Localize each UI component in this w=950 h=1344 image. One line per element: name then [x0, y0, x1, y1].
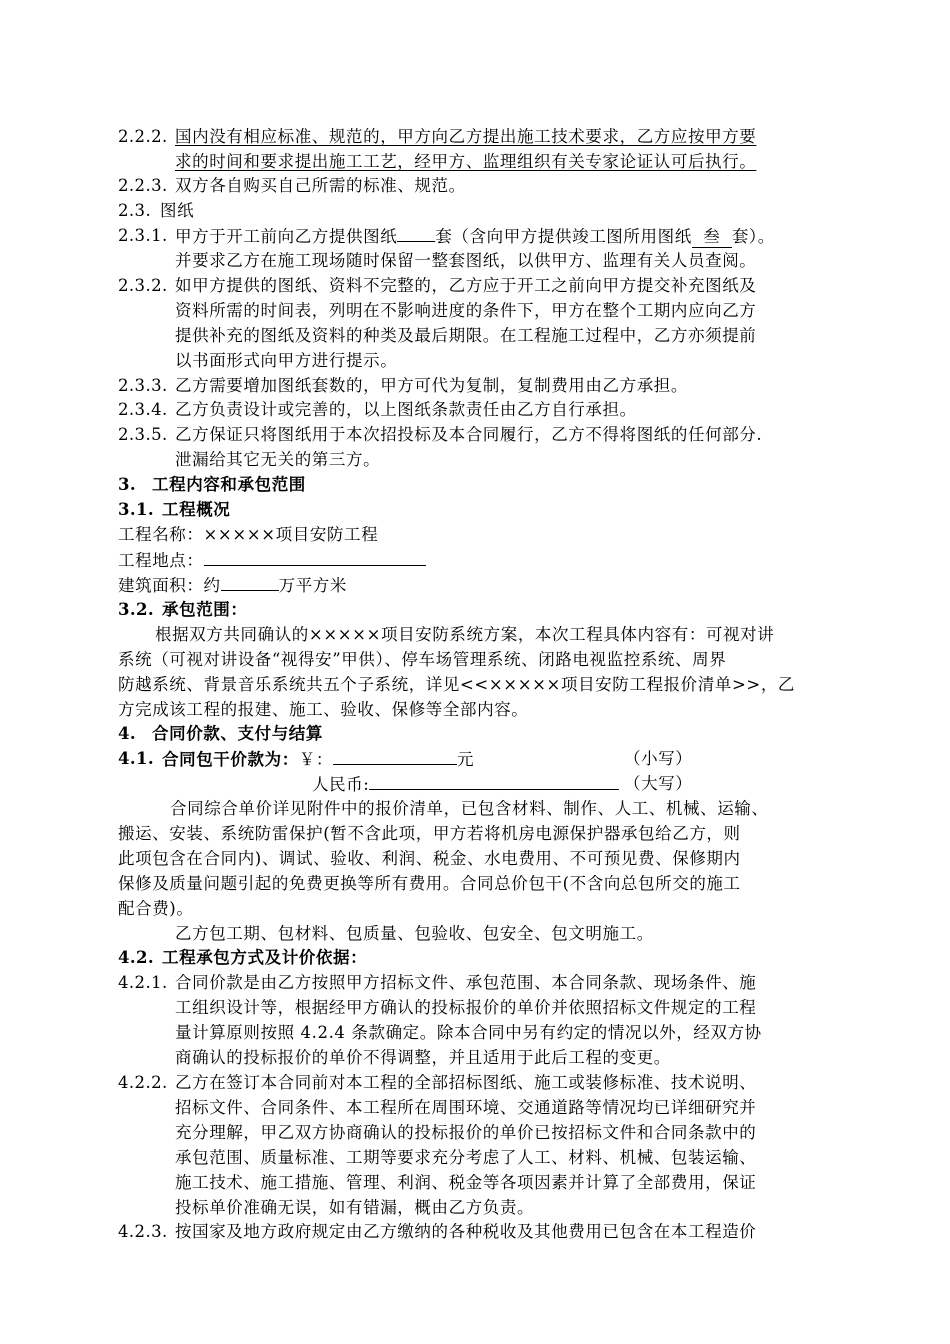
section-number: 4. — [118, 724, 137, 743]
section-number: 4.1. — [118, 749, 155, 768]
clause-number: 2.3.5. — [118, 425, 168, 444]
clause-text: 充分理解，甲乙双方协商确认的投标报价的单价已按招标文件和合同条款中的 — [175, 1123, 757, 1142]
paragraph-text: 此项包含在合同内)、调试、验收、利润、税金、水电费用、不可预见费、保修期内 — [118, 849, 741, 868]
paragraph-text: 方完成该工程的报建、施工、验收、保修等全部内容。 — [118, 700, 529, 719]
amount-note: （小写） — [624, 749, 693, 768]
clause-number: 2.3.1. — [118, 226, 168, 245]
clause-text: 并要求乙方在施工现场随时保留一整套图纸，以供甲方、监理有关人员查阅。 — [175, 251, 757, 270]
section-title: 合同价款、支付与结算 — [152, 724, 323, 743]
clause-text: 国内没有相应标准、规范的，甲方向乙方提出施工技术要求，乙方应按甲方要 — [175, 127, 757, 146]
clause-number: 2.2.3. — [118, 176, 168, 195]
clause-text: 乙方需要增加图纸套数的，甲方可代为复制，复制费用由乙方承担。 — [175, 376, 688, 395]
section-number: 4.2. — [118, 948, 155, 967]
clause-text: 资料所需的时间表，列明在不影响进度的条件下，甲方在整个工期内应向乙方 — [175, 301, 757, 320]
clause-text: 乙方在签订本合同前对本工程的全部招标图纸、施工或装修标准、技术说明、 — [175, 1073, 757, 1092]
clause-text: 如甲方提供的图纸、资料不完整的，乙方应于开工之前向甲方提交补充图纸及 — [175, 276, 757, 295]
clause-text: 乙方保证只将图纸用于本次招投标及本合同履行，乙方不得将图纸的任何部分. — [175, 425, 763, 444]
section-title: 工程概况 — [162, 500, 231, 519]
clause-text: 工组织设计等，根据经甲方确认的投标报价的单价并依照招标文件规定的工程 — [175, 998, 757, 1017]
amount-note: （大写） — [624, 774, 693, 793]
section-title: 工程内容和承包范围 — [152, 475, 306, 494]
clause-text: 投标单价准确无误，如有错漏，概由乙方负责。 — [175, 1198, 535, 1217]
clause-number: 2.2.2. — [118, 127, 168, 146]
blank-field — [204, 548, 426, 566]
clause-text: 双方各自购买自己所需的标准、规范。 — [175, 176, 466, 195]
clause-number: 4.2.1. — [118, 973, 168, 992]
clause-text: 量计算原则按照 4.2.4 条款确定。除本合同中另有约定的情况以外，经双方协 — [175, 1023, 762, 1042]
clause-text: 按国家及地方政府规定由乙方缴纳的各种税收及其他费用已包含在本工程造价 — [175, 1222, 757, 1241]
paragraph-text: 根据双方共同确认的×××××项目安防系统方案，本次工程具体内容有：可视对讲 — [155, 625, 775, 644]
clause-text: 招标文件、合同条件、本工程所在周围环境、交通道路等情况均已详细研究并 — [175, 1098, 757, 1117]
clause-text: 甲方于开工前向乙方提供图纸 套（含向甲方提供竣工图所用图纸 叁 套）。 — [175, 224, 775, 249]
section-number: 2.3. — [118, 201, 152, 220]
section-title: 承包范围： — [162, 600, 248, 619]
blank-field — [397, 224, 435, 242]
paragraph-text: 合同综合单价详见附件中的报价清单，已包含材料、制作、人工、机械、运输、 — [170, 799, 769, 818]
section-number: 3.2. — [118, 600, 155, 619]
contract-price-rmb: 人民币: — [312, 772, 619, 797]
project-location: 工程地点： — [118, 548, 426, 573]
paragraph-text: 配合费)。 — [118, 899, 194, 918]
sets-count: 叁 — [692, 227, 732, 248]
paragraph-text: 乙方包工期、包材料、包质量、包验收、包安全、包文明施工。 — [175, 924, 654, 943]
clause-text: 求的时间和要求提出施工工艺，经甲方、监理组织有关专家论证认可后执行。 — [175, 152, 757, 171]
project-name: 工程名称：×××××项目安防工程 — [118, 525, 379, 544]
clause-text: 施工技术、施工措施、管理、利润、税金等各项因素并计算了全部费用，保证 — [175, 1173, 757, 1192]
section-title: 图纸 — [160, 201, 195, 220]
building-area: 建筑面积：约 万平方米 — [118, 573, 347, 598]
section-number: 3. — [118, 475, 137, 494]
blank-field — [221, 573, 279, 591]
clause-text: 提供补充的图纸及资料的种类及最后期限。在工程施工过程中，乙方亦须提前 — [175, 326, 757, 345]
clause-text: 商确认的投标报价的单价不得调整，并且适用于此后工程的变更。 — [175, 1048, 671, 1067]
clause-number: 2.3.3. — [118, 376, 168, 395]
blank-field — [369, 772, 619, 790]
blank-field — [333, 747, 457, 765]
paragraph-text: 系统（可视对讲设备“视得安”甲供）、停车场管理系统、闭路电视监控系统、周界 — [118, 650, 727, 669]
clause-number: 2.3.2. — [118, 276, 168, 295]
paragraph-text: 防越系统、背景音乐系统共五个子系统，详见<<×××××项目安防工程报价清单>>，乙 — [118, 675, 796, 694]
clause-text: 承包范围、质量标准、工期等要求充分考虑了人工、材料、机械、包装运输、 — [175, 1148, 757, 1167]
section-title: 工程承包方式及计价依据： — [162, 948, 368, 967]
paragraph-text: 保修及质量问题引起的免费更换等所有费用。合同总价包干(不含向总包所交的施工 — [118, 874, 741, 893]
clause-text: 乙方负责设计或完善的，以上图纸条款责任由乙方自行承担。 — [175, 400, 637, 419]
clause-number: 2.3.4. — [118, 400, 168, 419]
clause-text: 合同价款是由乙方按照甲方招标文件、承包范围、本合同条款、现场条件、施 — [175, 973, 757, 992]
clause-text: 泄漏给其它无关的第三方。 — [175, 450, 381, 469]
contract-price-line: 合同包干价款为：￥： 元 — [162, 747, 474, 772]
clause-number: 4.2.2. — [118, 1073, 168, 1092]
section-number: 3.1. — [118, 500, 155, 519]
paragraph-text: 搬运、安装、系统防雷保护(暂不含此项，甲方若将机房电源保护器承包给乙方，则 — [118, 824, 741, 843]
clause-number: 4.2.3. — [118, 1222, 168, 1241]
clause-text: 以书面形式向甲方进行提示。 — [175, 351, 398, 370]
